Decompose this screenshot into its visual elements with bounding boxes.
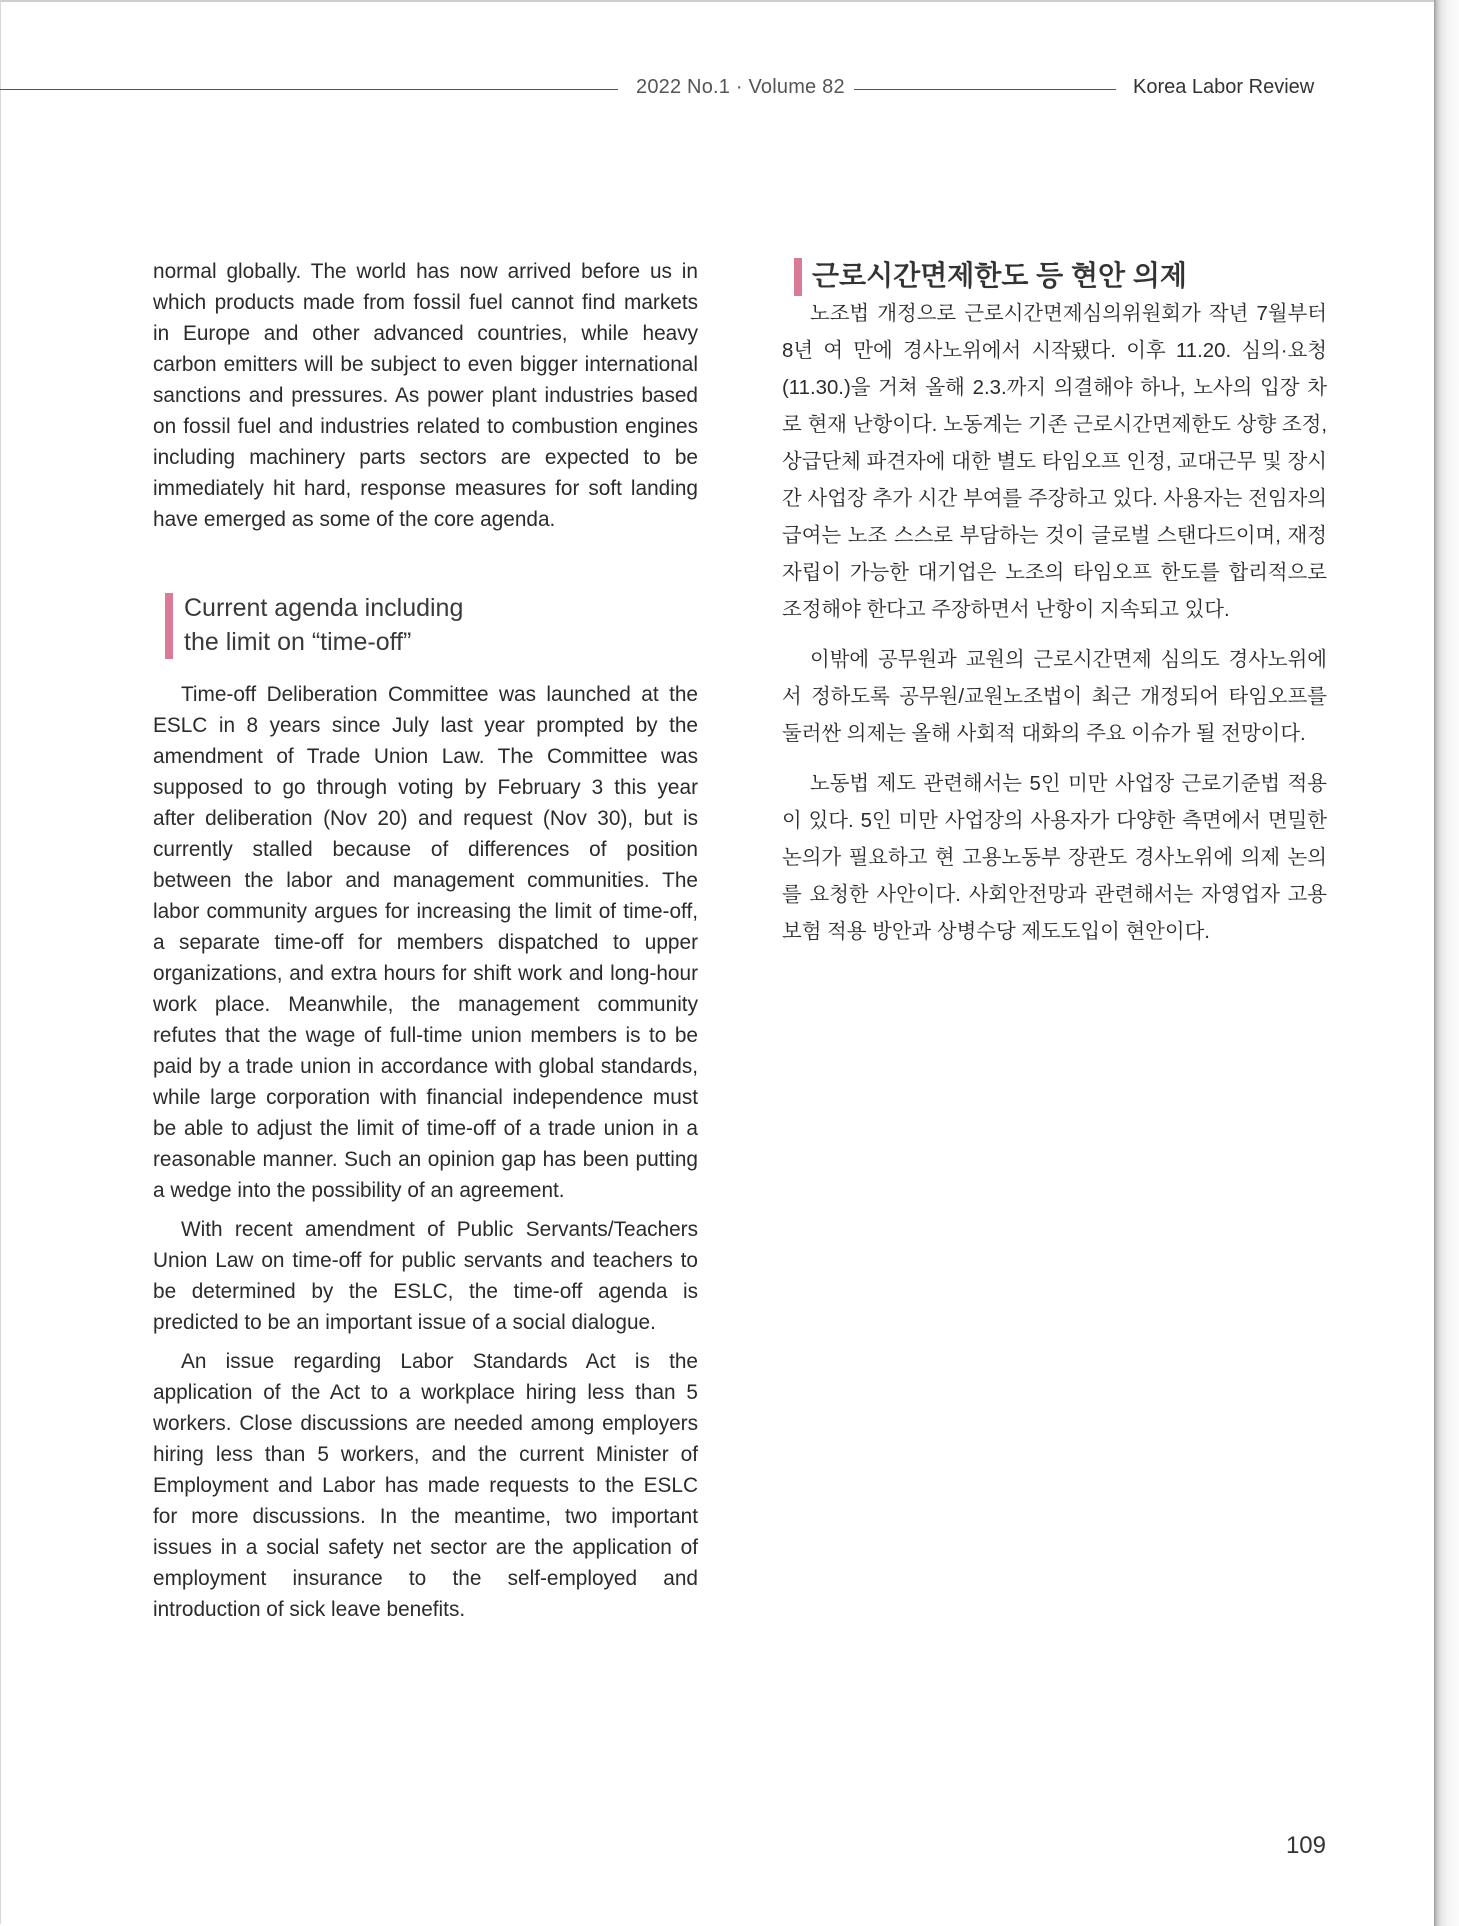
paragraph: Time-off Deliberation Committee was launched at the ESLC in 8 years since July last year prompted by the amendment of Trade Union Law. The Committee was supposed to go through voting by February 3 this year after deliberation (Nov 20) and request (Nov 30), but is currently stalled because of differences of position between the labor and management communities. The labor community argues for increasing the limit of time-off, a separate time-off for members dispatched to upper organizations, and extra hours for shift work and long-hour work place. Meanwhile, the management community refutes that the wage of full-time union members is to be paid by a trade union in accordance with global standards, while large corporation with financial independence must be able to adjust the limit of time-off of a trade union in a reasonable manner. Such an opinion gap has been putting a wedge into the possibility of an agreement. [153,683,698,1202]
header-rule-right [854,89,1116,90]
issue-label: 2022 No.1 · Volume 82 [636,76,845,98]
paragraph-korean: 노조법 개정으로 근로시간면제심의위원회가 작년 7월부터 8년 여 만에 경사노위에서 시작됐다. 이후 11.20. 심의·요청(11.30.)을 거쳐 올해 2.3.까지 의결해야 하나, 노사의 입장 차로 현재 난항이다. 노동계는 기존 근로시간면제한도 상향 조정, 상급단체 파견자에 대한 별도 타임오프 인정, 교대근무 및 장시간 사업장 추가 시간 부여를 주장하고 있다. 사용자는 전임자의 급여는 노조 스스로 부담하는 것이 글로벌 스탠다드이며, 재정자립이 가능한 대기업은 노조의 타임오프 한도를 합리적으로 조정해야 한다고 주장하면서 난항이 지속되고 있다. [782,303,1328,621]
paragraph: An issue regarding Labor Standards Act is the application of the Act to a workplace hiring less than 5 workers. Close discussions are needed among employers hiring less than 5 workers, and the current Minister of Employment and Labor has made requests to the ESLC for more discussions. In the meantime, two important issues in a social safety net sector are the application of employment insurance to the self-employed and introduction of sick leave benefits. [153,1350,698,1621]
section-heading-line-1: Current agenda including [184,594,464,622]
section-body-english [153,679,698,1625]
heading-accent-bar [794,258,802,296]
header-rule-left [0,89,618,90]
section-heading-english [153,591,698,659]
page-edge-shadow [1434,0,1459,1926]
left-column [153,256,698,1625]
paragraph: With recent amendment of Public Servants/Teachers Union Law on time-off for public servants and teachers to be determined by the ESLC, the time-off agenda is predicted to be an important issue of a social dialogue. [153,1218,698,1334]
paragraph-korean: 노동법 제도 관련해서는 5인 미만 사업장 근로기준법 적용이 있다. 5인 미만 사업장의 사용자가 다양한 측면에서 면밀한 논의가 필요하고 현 고용노동부 장관도 경사노위에 의제 논의를 요청한 사안이다. 사회안전망과 관련해서는 자영업자 고용보험 적용 방안과 상병수당 제도도입이 현안이다. [782,773,1327,943]
section-heading-line-2: the limit on “time-off” [184,628,412,656]
section-heading-korean [782,256,1327,296]
section-heading-korean-text: 근로시간면제한도 등 현안 의제 [812,260,1187,291]
intro-paragraph: normal globally. The world has now arrived before us in which products made from fossil fuel cannot find markets in Europe and other advanced countries, while heavy carbon emitters will be subject to even bigger international sanctions and pressures. As power plant industries based on fossil fuel and industries related to combustion engines including machinery parts sectors are expected to be immediately hit hard, response measures for soft landing have emerged as some of the core agenda. [153,260,698,531]
journal-title: Korea Labor Review [1133,76,1315,98]
heading-accent-bar [165,593,173,659]
page-number: 109 [1285,1832,1326,1859]
running-header [0,76,1326,102]
right-column [782,256,1327,951]
paragraph-korean: 이밖에 공무원과 교원의 근로시간면제 심의도 경사노위에서 정하도록 공무원/교원노조법이 최근 개정되어 타임오프를 둘러싼 의제는 올해 사회적 대화의 주요 이슈가 될 전망이다. [782,649,1327,745]
